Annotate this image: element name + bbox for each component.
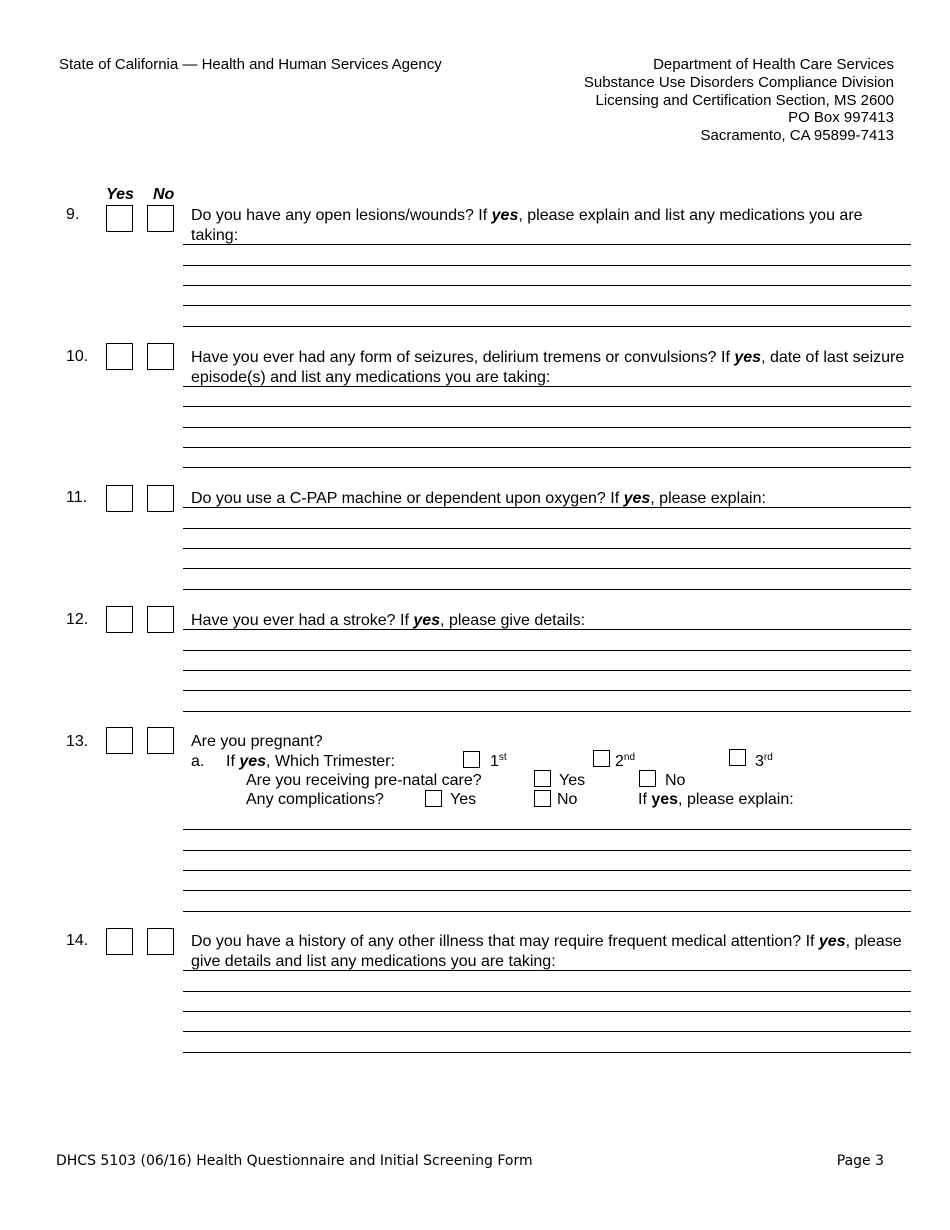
agency-name: State of California — Health and Human Services Agency — [59, 56, 442, 73]
complications-yes-label: Yes — [450, 791, 477, 808]
complications-question: Any complications? — [246, 791, 384, 808]
question-number: 13. — [66, 733, 89, 750]
yes-column-label: Yes — [106, 186, 134, 203]
q14-yes-checkbox[interactable] — [106, 928, 133, 955]
prenatal-question: Are you receiving pre-natal care? — [246, 772, 482, 789]
question-number: 11. — [66, 489, 88, 506]
q10-no-checkbox[interactable] — [147, 343, 174, 370]
q12-no-checkbox[interactable] — [147, 606, 174, 633]
sub-question-label: a. — [191, 753, 205, 770]
prenatal-yes-checkbox[interactable] — [534, 770, 551, 787]
question-12-text: Have you ever had a stroke? If yes, please give details: — [191, 612, 586, 629]
answer-line[interactable] — [183, 991, 911, 992]
q12-yes-checkbox[interactable] — [106, 606, 133, 633]
complications-no-checkbox[interactable] — [534, 790, 551, 807]
answer-line[interactable] — [183, 548, 911, 549]
form-title: DHCS 5103 (06/16) Health Questionnaire and Initial Screening Form — [56, 1153, 533, 1169]
answer-line[interactable] — [183, 285, 911, 286]
trimester-2-checkbox[interactable] — [593, 750, 610, 767]
address-line: PO Box 997413 — [788, 109, 894, 127]
answer-line[interactable] — [183, 326, 911, 327]
answer-line[interactable] — [183, 568, 911, 569]
answer-line[interactable] — [183, 386, 911, 387]
answer-line[interactable] — [183, 1011, 911, 1012]
question-14-text: Do you have a history of any other illness that may require frequent medical attention? If yes, please give details and list any medications you are taking: — [191, 933, 902, 970]
trimester-1-label: 1st — [490, 752, 507, 770]
q13-yes-checkbox[interactable] — [106, 727, 133, 754]
answer-line[interactable] — [183, 870, 911, 871]
answer-line[interactable] — [183, 305, 911, 306]
answer-line[interactable] — [183, 890, 911, 891]
address-line: Substance Use Disorders Compliance Division — [583, 73, 894, 91]
complications-explain-prompt: If yes, please explain: — [638, 791, 794, 808]
complications-yes-checkbox[interactable] — [425, 790, 442, 807]
prenatal-yes-label: Yes — [559, 772, 586, 789]
question-9-text: Do you have any open lesions/wounds? If yes, please explain and list any medications you are taking: — [191, 207, 863, 244]
answer-line[interactable] — [183, 528, 911, 529]
answer-line[interactable] — [183, 911, 911, 912]
answer-line[interactable] — [183, 1052, 911, 1053]
page-number: Page 3 — [836, 1153, 884, 1169]
address-line: Licensing and Certification Section, MS 2600 — [595, 91, 894, 109]
answer-line[interactable] — [183, 1031, 911, 1032]
answer-line[interactable] — [183, 711, 911, 712]
q14-no-checkbox[interactable] — [147, 928, 174, 955]
q10-yes-checkbox[interactable] — [106, 343, 133, 370]
address-line: Department of Health Care Services — [653, 56, 894, 73]
trimester-3-label: 3rd — [755, 752, 773, 770]
department-address — [584, 56, 894, 145]
trimester-2-label: 2nd — [615, 752, 636, 770]
answer-line[interactable] — [183, 265, 911, 266]
q13-no-checkbox[interactable] — [147, 727, 174, 754]
question-10-text: Have you ever had any form of seizures, delirium tremens or convulsions? If yes, date of last seizure episode(s) and list any medications you are taking: — [191, 349, 905, 386]
question-11-text: Do you use a C-PAP machine or dependent upon oxygen? If yes, please explain: — [191, 490, 766, 507]
answer-line[interactable] — [183, 690, 911, 691]
answer-line[interactable] — [183, 467, 911, 468]
q11-no-checkbox[interactable] — [147, 485, 174, 512]
question-number: 12. — [66, 611, 89, 628]
question-13-text: Are you pregnant? — [191, 733, 323, 750]
answer-line[interactable] — [183, 650, 911, 651]
question-number: 14. — [66, 932, 89, 949]
prenatal-no-label: No — [665, 772, 686, 789]
trimester-3-checkbox[interactable] — [729, 749, 746, 766]
no-column-label: No — [153, 186, 175, 203]
q9-yes-checkbox[interactable] — [106, 205, 133, 232]
answer-line[interactable] — [183, 670, 911, 671]
answer-line[interactable] — [183, 970, 911, 971]
question-number: 9. — [66, 206, 80, 223]
answer-line[interactable] — [183, 244, 911, 245]
answer-line[interactable] — [183, 589, 911, 590]
trimester-question: If yes, Which Trimester: — [226, 753, 395, 770]
answer-line[interactable] — [183, 507, 911, 508]
q9-no-checkbox[interactable] — [147, 205, 174, 232]
answer-line[interactable] — [183, 406, 911, 407]
question-number: 10. — [66, 348, 89, 365]
answer-line[interactable] — [183, 427, 911, 428]
address-line: Sacramento, CA 95899-7413 — [700, 127, 894, 145]
q11-yes-checkbox[interactable] — [106, 485, 133, 512]
trimester-1-checkbox[interactable] — [463, 751, 480, 768]
answer-line[interactable] — [183, 850, 911, 851]
answer-line[interactable] — [183, 629, 911, 630]
answer-line[interactable] — [183, 447, 911, 448]
complications-no-label: No — [557, 791, 578, 808]
prenatal-no-checkbox[interactable] — [639, 770, 656, 787]
answer-line[interactable] — [183, 829, 911, 830]
